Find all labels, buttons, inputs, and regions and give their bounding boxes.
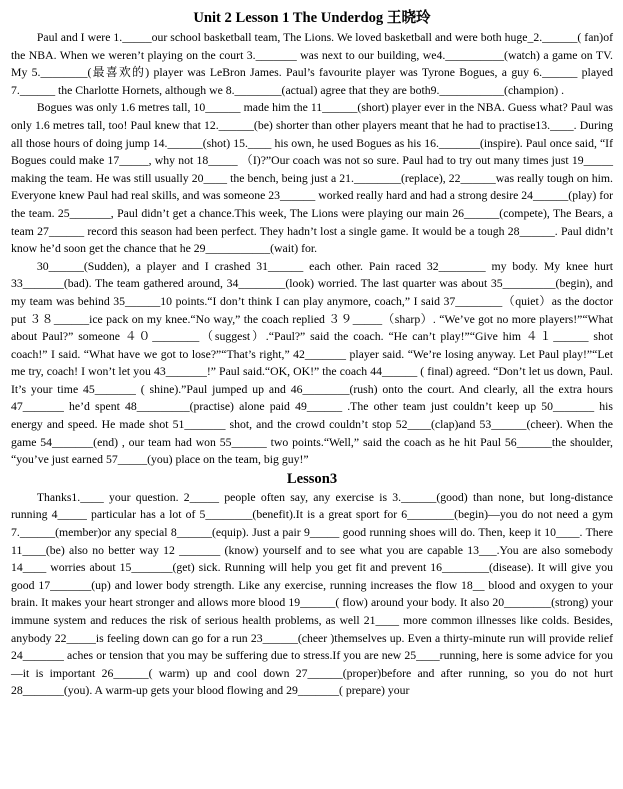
lesson-paragraph-3: 30______(Sudden), a player and I crashed 31______ each other. Pain raced 32________ my body. My knee hurt 33_______(bad). The team gathered around, 34________(look) worried. The last quarter was about 35_________(begin), and my team was behind 35______10 points.“I don’t think I can play anymore, coach,” I said 37________（quiet）as the doctor put ３８______ice pack on my knee.“No way,” the coach replied ３９_____（sharp）. “We’ve got no more players!”“What about Paul?” someone ４０________（suggest）.“Paul?” said the coach. “He can’t play!”“Give him ４１______ shot coach!” I said. “What have we got to lose?”“That’s right,” 42_______ player said. “We’re losing anyway. Let Paul play!”“Let me try, coach! I won’t let you 43_______!” Paul said.“OK, OK!” the coach 44______ ( final) agreed. “Don’t let us down, Paul. It’s your time 45_______ ( shine).”Paul jumped up and 46________(rush) onto the court. And clearly, all the extra hours 47_______ he’d spent 48_________(practise) alone paid 49______ .The other team just couldn’t keep up 50_______ his energy and speed. He made shot 51_______ shot, and the crowd couldn’t stop 52____(clap)and 53______(cheer). When the game 54_______(end) , our team had won 55______ two points.“Well,” said the coach as he hit Paul 56______the shoulder, “you’ve just earned 57_____(you) place on the team, big guy!” — [11, 259, 613, 467]
lesson-paragraph-2: Bogues was only 1.6 metres tall, 10______ made him the 11______(short) player ever in the NBA. Guess what? Paul was only 1.6 metres tall, too! Paul knew that 12.______(be) shorter than other players meant that he had to practise13.____. During all those hours of doing jump 14.______(shot) 15.____ his own, he used Bogues as his 16._______(inspire). Paul once said, “If Bogues could make 17_____, why not 18_____ （I)?”Our coach was not so sure. Paul had to try out many times just 19_____ making the team. He was still usually 20____ the bench, being just a 21.________(replace), 22______was really tough on him. Everyone knew Paul had real skills, and was someone 23______ worked really hard and had a strong desire 24______(play) for the team. 25_______, Paul didn’t get a chance.This week, The Lions were playing our main 26______(compete), The Bears, a team 27______ record this season had been perfect. They hadn’t lost a single game. It would be a tough 28______. Paul didn’t know he’d soon get the chance that he 29___________(wait) for. — [11, 101, 613, 256]
lesson3-paragraph-1: Thanks1.____ your question. 2_____ people often say, any exercise is 3.______(good) than none, but long-distance running 4_____ particular has a lot of 5________(benefit).It is a great sport for 6________(begin)—you do not need a gym 7.______(member)or any special 8______(equip). Just a pair 9_____ good running shoes will do. Then, keep it 10____. There 11____(be) also no better way 12 _______ (know) yourself and to see what you are capable 13___.You are also somebody 14____ worries about 15_______(get) sick. Running will help you get fit and prevent 16________(disease). It will give you good 17_______(up) and lower body strength. Like any exercise, running increases the flow 18__ blood and oxygen to your brain. It makes your heart stronger and allows more blood 19______( flow) around your body. It also 20________(strong) your immune system and reduces the risk of serious health problems, as well 21____ more common illnesses like colds. Besides, anybody 22_____is feeling down can go for a run 23______(cheer )themselves up. Even a thirty-minute run will provide relief 24_______ aches or tension that you may be suffering due to stress.If you are new 25____running, here is some advice for you—it is important 26______( warm) up and cool down 27______(proper)before and after running, so you do not hurt 28_______(you). A warm-up gets your blood flowing and 29_______( prepare) your — [11, 490, 613, 698]
lesson-title: Unit 2 Lesson 1 The Underdog 王晓玲 — [193, 10, 431, 26]
lesson-paragraph-1: Paul and I were 1._____our school basketball team, The Lions. We loved basketball and were both huge_2.______( fan)of the NBA. When we weren’t playing on the court 3._______ was next to our building, we4.__________(watch) a game on TV. My 5.________(最喜欢的) player was LeBron James. Paul’s favourite player was Tyrone Bogues, a guy 6.______ played 7.______ the Charlotte Hornets, although we 8.________(actual) agree that they are both9.___________(champion) . — [11, 31, 613, 97]
lesson3-title: Lesson3 — [286, 470, 338, 487]
